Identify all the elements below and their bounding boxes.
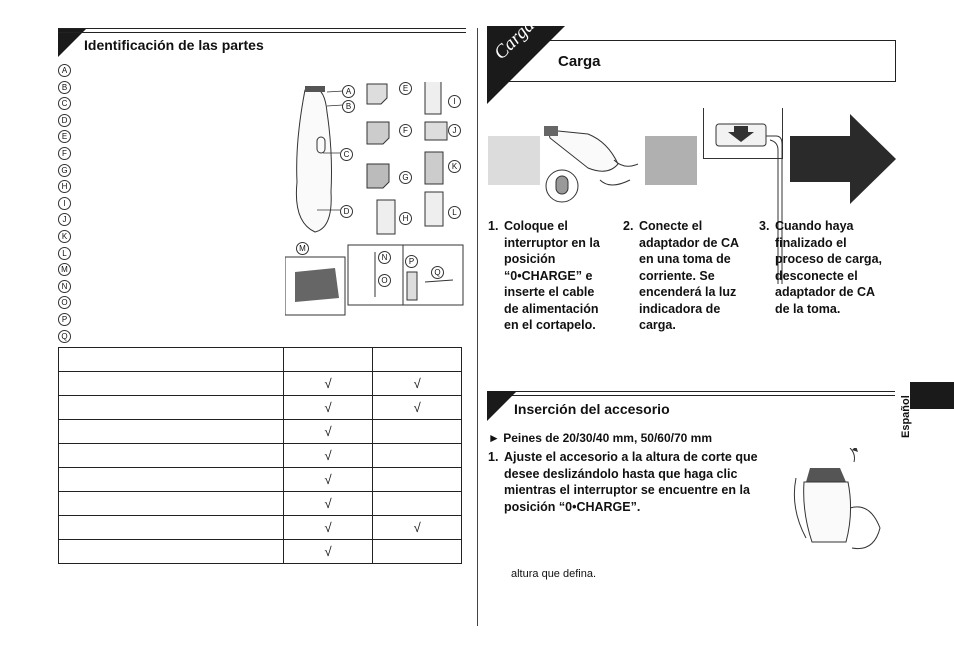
check-cell: √ [373,516,462,540]
arrow-right-icon [790,114,898,204]
carga-tab-label: Carga [490,15,539,64]
callout-a: A [342,85,355,98]
part-letter-b: B [58,81,71,94]
column-divider [477,28,478,626]
insercion-step-text: Ajuste el accesorio a la altura de corte que desee deslizándolo hasta que haga clic mientras el interruptor se encuentre en la posición “0•CHARGE”. [504,450,758,514]
check-cell: √ [373,372,462,396]
table-cell [59,372,284,396]
check-cell: √ [283,516,373,540]
check-cell [373,540,462,564]
table-cell [59,348,284,372]
callout-e: E [399,82,412,95]
footer-text: altura que defina. [511,568,597,580]
step-number: 3. [759,219,770,233]
insercion-step-num: 1. [488,450,499,464]
table-cell [59,492,284,516]
part-letter-i: I [58,197,71,210]
part-letter-m: M [58,263,71,276]
table-row [59,492,462,516]
insercion-rule [487,391,895,392]
part-letter-f: F [58,147,71,160]
table-row [59,420,462,444]
part-letter-g: G [58,164,71,177]
table-cell [59,396,284,420]
callout-p: P [405,255,418,268]
step-text: Conecte el adaptador de CA en una toma de corriente. Se encenderá la luz indicadora de carga. [639,219,740,332]
callout-o: O [378,274,391,287]
table-cell [59,420,284,444]
callout-f: F [399,124,412,137]
table-header-row [59,348,462,372]
table-cell [59,540,284,564]
check-cell: √ [283,468,373,492]
callout-i: I [448,95,461,108]
part-letter-n: N [58,280,71,293]
step-text: Cuando haya finalizado el proceso de carga, desconecte el adaptador de CA de la toma. [775,219,882,316]
check-cell: √ [373,396,462,420]
insercion-title: Inserción del accesorio [514,401,670,417]
step-number: 2. [623,219,634,233]
check-cell: √ [283,396,373,420]
callout-c: C [340,148,353,161]
comb-insertion-illustration [790,448,890,558]
table-row [59,444,462,468]
table-row [59,468,462,492]
header-rule [58,32,466,33]
check-cell: √ [283,444,373,468]
part-letter-j: J [58,213,71,226]
carga-title: Carga [558,53,601,70]
part-letter-d: D [58,114,71,127]
callout-d: D [340,205,353,218]
table-cell [59,444,284,468]
callout-h: H [399,212,412,225]
clipper-illustration [285,82,465,342]
part-letter-a: A [58,64,71,77]
language-side-label: Español [900,395,912,438]
part-letter-h: H [58,180,71,193]
step-text: Coloque el interruptor en la posición “0•CHARGE” e inserte el cable de alimentación en el cortapelo. [504,219,600,332]
check-cell: √ [283,540,373,564]
table-row [59,516,462,540]
part-letter-c: C [58,97,71,110]
part-letter-p: P [58,313,71,326]
table-row [59,372,462,396]
callout-q: Q [431,266,444,279]
check-cell: √ [283,492,373,516]
check-cell [373,444,462,468]
parts-table [58,347,462,564]
table-cell [373,348,462,372]
check-cell: √ [283,372,373,396]
callout-m: M [296,242,309,255]
part-letter-l: L [58,247,71,260]
table-row [59,396,462,420]
table-cell [59,468,284,492]
callout-j: J [448,124,461,137]
callout-g: G [399,171,412,184]
callout-n: N [378,251,391,264]
clipper-charging-illustration [540,120,648,212]
part-letter-q: Q [58,330,71,343]
callout-b: B [342,100,355,113]
insercion-rule [487,395,895,396]
insercion-corner-triangle [487,391,517,421]
part-letter-e: E [58,130,71,143]
check-cell [373,468,462,492]
callout-k: K [448,160,461,173]
part-letter-o: O [58,296,71,309]
step2-gray-panel [645,136,697,185]
header-rule [58,28,466,29]
peines-line: ► Peines de 20/30/40 mm, 50/60/70 mm [488,431,713,445]
step1-light-panel [488,136,540,185]
callout-l: L [448,206,461,219]
check-cell [373,492,462,516]
table-row [59,540,462,564]
table-cell [283,348,373,372]
check-cell: √ [283,420,373,444]
part-letter-k: K [58,230,71,243]
check-cell [373,420,462,444]
language-side-tab [910,382,954,409]
table-cell [59,516,284,540]
step-number: 1. [488,219,499,233]
section-title: Identificación de las partes [84,37,264,53]
